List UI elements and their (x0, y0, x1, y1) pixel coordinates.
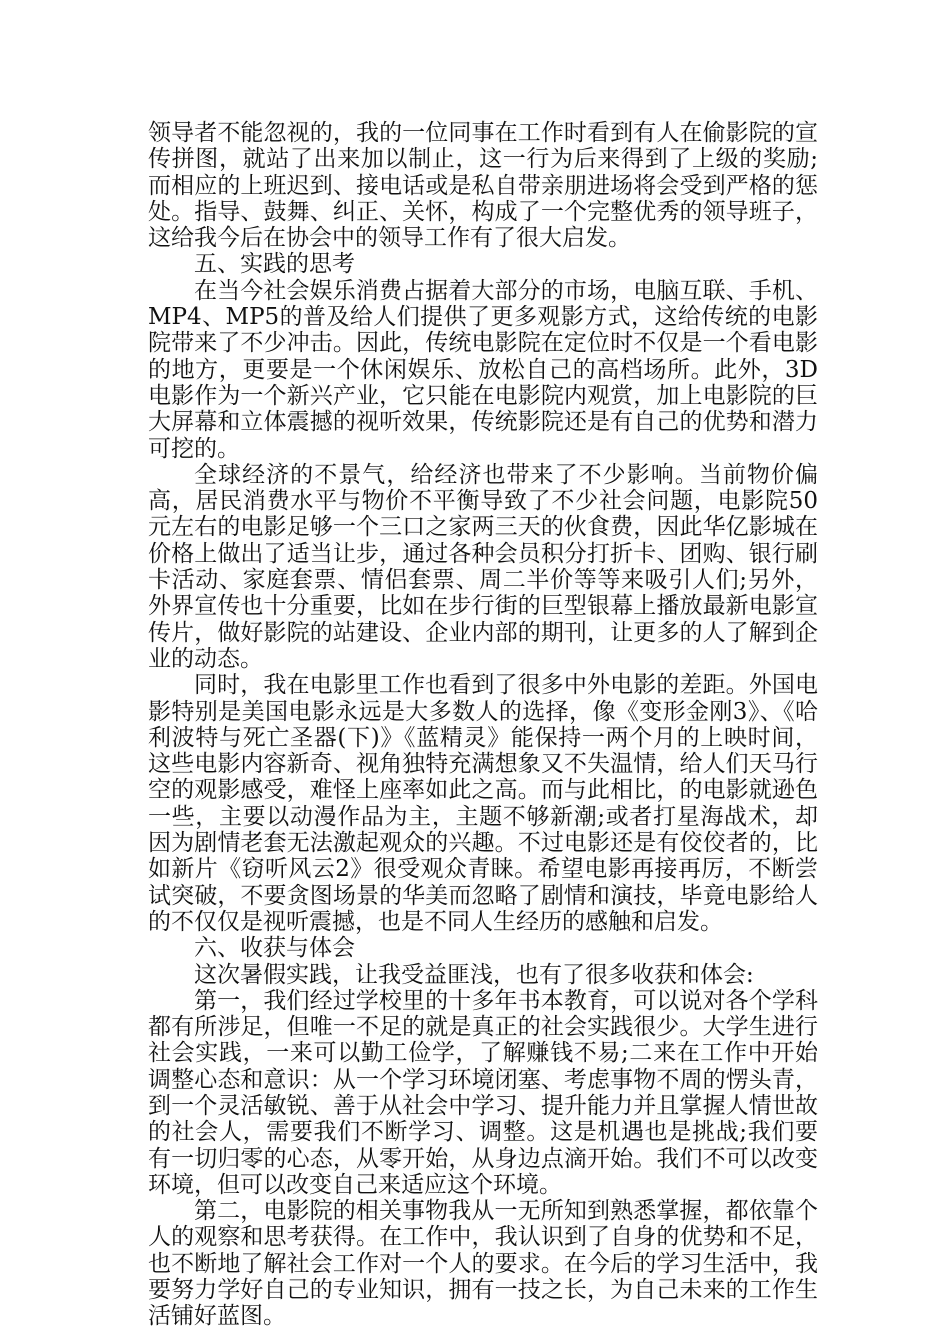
document-body (148, 120, 818, 1330)
paragraph-economy: 全球经济的不景气，给经济也带来了不少影响。当前物价偏高，居民消费水平与物价不平衡导致了不少社会问题，电影院50元左右的电影足够一个三口之家两三天的伙食费，因此华亿影城在价格上做出了适当让步，通过各种会员积分打折卡、团购、银行刷卡活动、家庭套票、情侣套票、周二半价等等来吸引人们;另外，外界宣传也十分重要，比如在步行街的巨型银幕上播放最新电影宣传片，做好影院的站建设、企业内部的期刊，让更多的人了解到企业的动态。 (148, 461, 818, 672)
section-heading-gains: 六、收获与体会 (194, 935, 355, 962)
section-heading-practice-thoughts: 五、实践的思考 (194, 251, 355, 278)
paragraph-film-comparison: 同时，我在电影里工作也看到了很多中外电影的差距。外国电影特别是美国电影永远是大多数人的选择，像《变形金刚3》、《哈利波特与死亡圣器(下)》《蓝精灵》能保持一两个月的上映时间，这些电影内容新奇、视角独特充满想象又不失温情，给人们天马行空的观影感受，难怪上座率如此之高。而与此相比，的电影就逊色一些，主要以动漫作品为主，主题不够新潮;或者打星海战术，却因为剧情老套无法激起观众的兴趣。不过电影还是有佼佼者的，比如新片《窃听风云2》很受观众青睐。希望电影再接再厉，不断尝试突破，不要贪图场景的华美而忽略了剧情和演技，毕竟电影给人的不仅仅是视听震撼，也是不同人生经历的感触和启发。 (148, 672, 818, 935)
paragraph-leadership-continuation: 领导者不能忽视的，我的一位同事在工作时看到有人在偷影院的宣传拼图，就站了出来加以制止，这一行为后来得到了上级的奖励;而相应的上班迟到、接电话或是私自带亲朋进场将会受到严格的惩处。指导、鼓舞、纠正、关怀，构成了一个完整优秀的领导班子，这给我今后在协会中的领导工作有了很大启发。 (148, 120, 818, 252)
paragraph-summer-practice: 这次暑假实践，让我受益匪浅，也有了很多收获和体会: (194, 961, 754, 988)
paragraph-first-point: 第一，我们经过学校里的十多年书本教育，可以说对各个学科都有所涉足，但唯一不足的就是真正的社会实践很少。大学生进行社会实践，一来可以勤工俭学，了解赚钱不易;二来在工作中开始调整心态和意识：从一个学习环境闭塞、考虑事物不周的愣头青，到一个灵活敏锐、善于从社会中学习、提升能力并且掌握人情世故的社会人，需要我们不断学习、调整。这是机遇也是挑战;我们要有一切归零的心态，从零开始，从身边点滴开始。我们不可以改变环境，但可以改变自己来适应这个环境。 (148, 987, 818, 1198)
paragraph-entertainment-market: 在当今社会娱乐消费占据着大部分的市场，电脑互联、手机、MP4、MP5的普及给人们提供了更多观影方式，这给传统的电影院带来了不少冲击。因此，传统电影院在定位时不仅是一个看电影的地方，更要是一个休闲娱乐、放松自己的高档场所。此外，3D电影作为一个新兴产业，它只能在电影院内观赏，加上电影院的巨大屏幕和立体震撼的视听效果，传统影院还是有自己的优势和潜力可挖的。 (148, 277, 818, 462)
paragraph-second-point: 第二，电影院的相关事物我从一无所知到熟悉掌握，都依靠个人的观察和思考获得。在工作中，我认识到了自身的优势和不足，也不断地了解社会工作对一个人的要求。在今后的学习生活中，我要努力学好自己的专业知识，拥有一技之长，为自己未来的工作生活铺好蓝图。 (148, 1198, 818, 1330)
